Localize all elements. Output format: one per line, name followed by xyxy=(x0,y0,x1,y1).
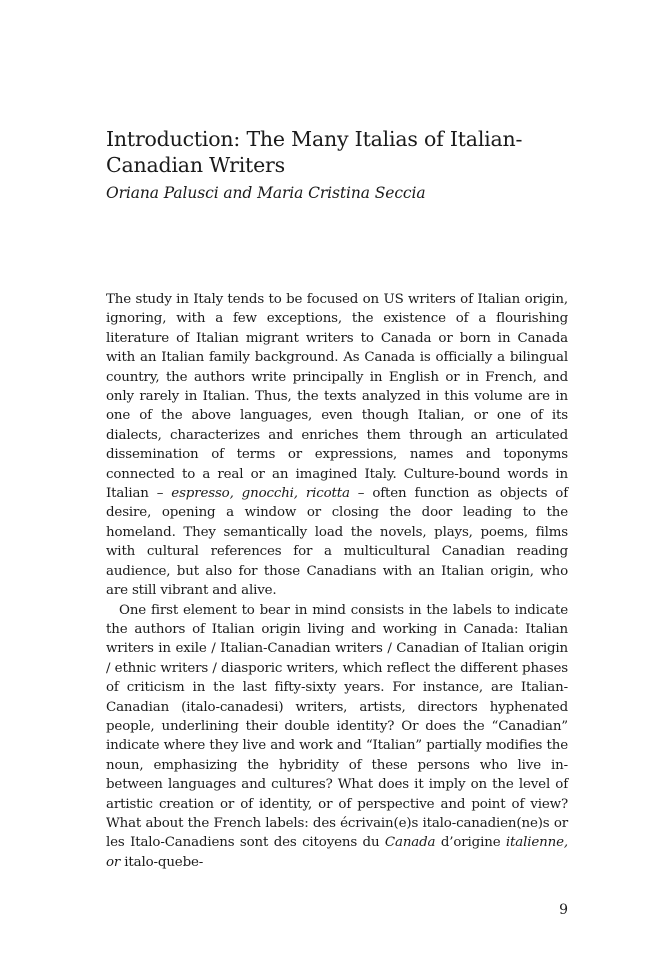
text-segment: d’origine xyxy=(435,835,506,851)
text-segment: italo-quebe- xyxy=(120,854,204,870)
text-segment: – often function as objects of desire, opening a window or closing the door leading to the homeland. They semantically load the novels, plays, poems, films with cultural references for a multicultural Canadian reading audience, but also for those Canadians with an Italian origin, who are still vibrant and alive. xyxy=(106,486,568,599)
paragraph-1 xyxy=(106,290,568,601)
page-number: 9 xyxy=(559,902,568,918)
italic-segment: espresso, gnocchi, ricotta xyxy=(171,486,350,502)
chapter-header xyxy=(106,126,576,204)
chapter-title: Introduction: The Many Italias of Italian-Canadian Writers xyxy=(106,127,523,177)
italic-segment: Canada xyxy=(384,835,436,851)
chapter-body xyxy=(106,290,568,872)
chapter-authors: Oriana Palusci and Maria Cristina Seccia xyxy=(106,184,426,202)
italic-segment: italienne, or xyxy=(106,835,568,870)
text-segment: The study in Italy tends to be focused on US writers of Italian origin, ignoring, with a few exceptions, the existence of a flourishing literature of Italian migrant writers to Canada or born in Canada with an Italian family background. As Canada is officially a bilingual country, the authors write principally in English or in French, and only rarely in Italian. Thus, the texts analyzed in this volume are in one of the above languages, even though Italian, or one of its dialects, characterizes and enriches them through an articulated dissemination of terms or expressions, names and toponyms connected to a real or an imagined Italy. Culture-bound words in Italian – xyxy=(106,292,568,502)
text-segment: One first element to bear in mind consists in the labels to indicate the authors of Italian origin living and working in Canada: Italian writers in exile / Italian-Canadian writers / Canadian of Italian origin / ethnic writers / diasporic writers, which reflect the different phases of criticism in the last fifty-sixty years. For instance, are Italian-Canadian (italo-canadesi) writers, artists, directors hyphenated people, underlining their double identity? Or does the “Canadian” indicate where they live and work and “Italian” partially modifies the noun, emphasizing the hybridity of these persons who live in-between languages and cultures? What does it imply on the level of artistic creation or of identity, or of perspective and point of view? What about the French labels: des écrivain(e)s italo-canadien(ne)s or les Italo-Canadiens sont des citoyens du xyxy=(106,602,568,851)
paragraph-2 xyxy=(106,601,568,873)
